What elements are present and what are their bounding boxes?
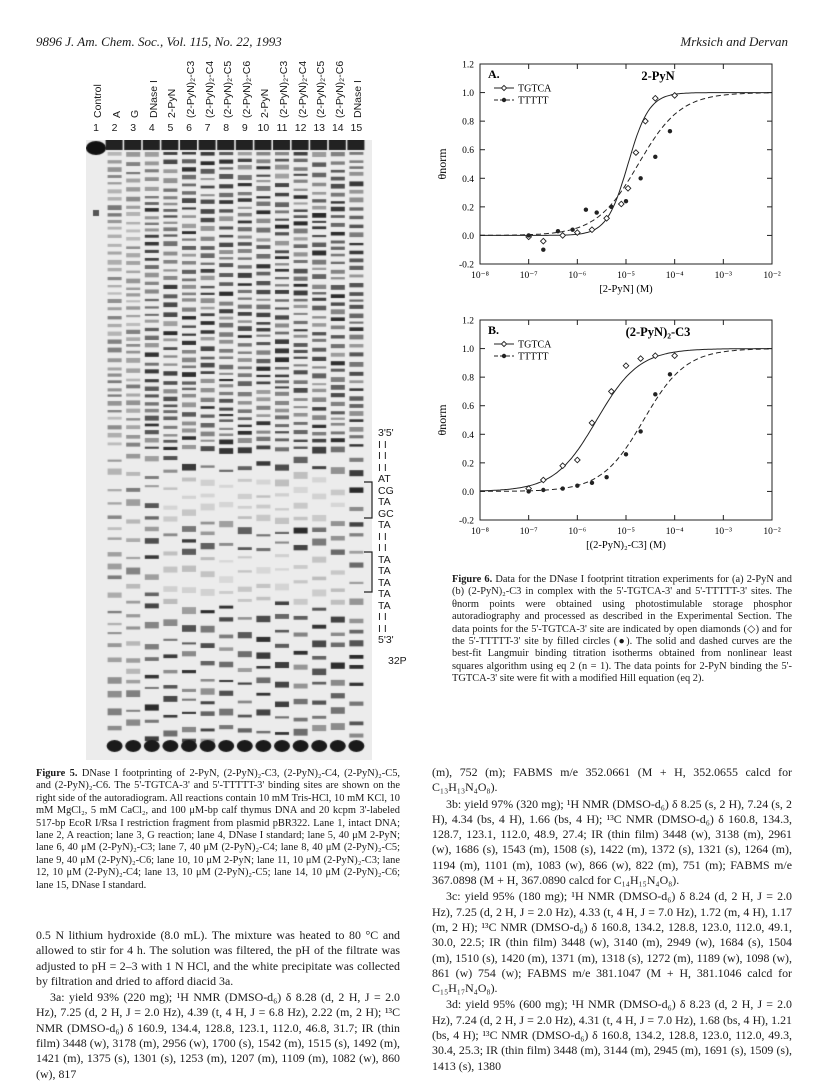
point-ttttt	[604, 475, 608, 479]
lane-label-9: (2-PyN)₂-C6	[240, 60, 253, 118]
bracket-tgtca	[364, 482, 372, 518]
point-ttttt	[526, 489, 530, 493]
point-ttttt	[653, 392, 657, 396]
legend-label-ttttt: TTTTT	[518, 95, 549, 107]
y-tick-label: -0.2	[458, 260, 474, 271]
chart-title: (2-PyN)₂-C3	[625, 325, 691, 339]
sequence-item-3: I I	[378, 450, 387, 462]
sequence-item-4: I I	[378, 461, 387, 474]
point-tgtca	[560, 233, 566, 239]
sequence-item-6: CG	[378, 484, 394, 497]
sequence-item-5: AT	[378, 473, 391, 485]
lane-label-2: A	[110, 110, 123, 118]
right-paragraph-3: 3c: yield 95% (180 mg); ¹H NMR (DMSO-d₆) δ 8.24 (d, 2 H, J = 2.0 Hz), 7.25 (d, 2 H, J = 2.0 Hz), 4.33 (t, 4 H, J = 7.0 Hz), 1.72 (m, 4 H), 1.17 (m, 2 H); ¹³C NMR (DMSO-d₆) δ 160.8, 134.2, 128.8, 123.0, 112.0, 49.1, 30.0, 22.5; IR (thin film) 3448 (w), 3140 (m), 2949 (w), 1684 (s), 1504 (m), 1510 (s), 1420 (m), 1371 (m), 1318 (s), 1272 (m), 1189 (w), 1098 (w), 861 (w) 754 (w); FABMS m/e 381.1047 (M + H, 381.1046 calcd for C₁₅H₁₇N₄O₈).	[432, 889, 792, 996]
point-ttttt	[594, 210, 598, 214]
curve-ttttt	[480, 349, 772, 492]
left-column-text	[36, 928, 400, 1083]
panel-label: A.	[488, 67, 500, 81]
lane-number-12: 12	[294, 122, 307, 134]
lane-label-7: (2-PyN)₂-C4	[203, 60, 216, 118]
y-tick-label: 0.6	[462, 402, 474, 413]
lane-label-12: (2-PyN)₂-C4	[296, 60, 309, 118]
lane-number-13: 13	[313, 122, 326, 134]
figure-5-caption-title: Figure 5.	[36, 768, 78, 779]
y-tick-label: 0.2	[462, 459, 474, 470]
legend-marker-ttttt	[502, 354, 506, 358]
sequence-item-14: TA	[378, 576, 391, 589]
y-tick-label: 0.6	[462, 146, 474, 157]
point-tgtca	[560, 463, 566, 469]
figure-6a-chart	[430, 56, 790, 306]
point-tgtca	[623, 363, 629, 369]
x-tick-label: 10⁻⁵	[617, 527, 635, 537]
x-tick-label: 10⁻⁶	[568, 271, 587, 281]
chart-title: 2-PyN	[641, 69, 675, 83]
lane-label-13: (2-PyN)₂-C5	[315, 60, 328, 118]
y-tick-label: 0.4	[462, 174, 474, 185]
point-ttttt	[556, 229, 560, 233]
gel-bands	[86, 140, 372, 760]
sequence-item-10: I I	[378, 530, 387, 543]
x-tick-label: 10⁻⁴	[665, 271, 684, 281]
sequence-item-11: I I	[378, 542, 387, 554]
point-ttttt	[575, 484, 579, 488]
point-ttttt	[609, 205, 613, 209]
x-tick-label: 10⁻³	[714, 527, 733, 537]
point-ttttt	[624, 452, 628, 456]
legend-label-tgtca: TGTCA	[518, 339, 552, 351]
x-tick-label: 10⁻⁶	[568, 527, 587, 537]
lane-label-3: G	[129, 109, 142, 118]
x-tick-label: 10⁻³	[714, 271, 733, 281]
y-tick-label: 1.2	[462, 316, 474, 327]
right-paragraph-1: (m), 752 (m); FABMS m/e 352.0661 (M + H, 352.0655 calcd for C₁₃H₁₃N₄O₈).	[432, 765, 792, 795]
point-tgtca	[633, 150, 639, 156]
binding-site-brackets	[362, 480, 378, 600]
lane-number-1: 1	[93, 122, 99, 134]
x-tick-label: 10⁻⁷	[519, 527, 538, 537]
lane-label-4: DNase I	[147, 80, 160, 118]
lane-label-1: Control	[92, 84, 104, 118]
sequence-item-15: TA	[378, 588, 391, 600]
point-ttttt	[590, 481, 594, 485]
lane-label-15: DNase I	[352, 80, 365, 118]
label-32p: 32P	[388, 655, 407, 667]
point-ttttt	[638, 176, 642, 180]
x-tick-label: 10⁻⁵	[617, 271, 635, 281]
x-tick-label: 10⁻²	[763, 527, 781, 537]
x-tick-label: 10⁻⁸	[471, 271, 489, 281]
y-tick-label: 0.2	[462, 203, 474, 214]
y-tick-label: 1.2	[462, 60, 474, 71]
lane-number-2: 2	[111, 122, 118, 134]
bracket-ttttt	[364, 552, 372, 592]
point-ttttt	[668, 129, 672, 133]
lane-number-3: 3	[130, 122, 137, 134]
point-ttttt	[570, 228, 574, 232]
binding-site-sequence	[378, 428, 394, 647]
y-tick-label: 0.0	[462, 487, 474, 498]
lane-number-9: 9	[241, 122, 248, 134]
point-ttttt	[668, 372, 672, 376]
point-ttttt	[526, 233, 530, 237]
x-axis-label: [(2-PyN)₂-C3] (M)	[586, 540, 666, 551]
point-tgtca	[541, 238, 547, 244]
right-paragraph-4: 3d: yield 95% (600 mg); ¹H NMR (DMSO-d₆) δ 8.23 (d, 2 H, J = 2.0 Hz), 7.24 (d, 2 H, J = 2.0 Hz), 4.31 (t, 4 H, J = 7.0 Hz), 1.68 (bs, 4 H), 1.21 (bs, 4 H); ¹³C NMR (DMSO-d₆) δ 160.8, 134.2, 128.8, 123.0, 112.0, 49.3, 30.4, 25.3; IR (thin film) 3448 (m), 3144 (m), 2945 (m), 1691 (s), 1509 (s), 1413 (s), 1380	[432, 997, 792, 1073]
sequence-item-9: TA	[378, 519, 391, 531]
point-tgtca	[672, 353, 678, 359]
y-axis-label: θnorm	[435, 404, 449, 436]
sequence-item-8: GC	[378, 507, 394, 520]
point-ttttt	[624, 199, 628, 203]
x-tick-label: 10⁻⁸	[471, 527, 489, 537]
running-header-left: 9896 J. Am. Chem. Soc., Vol. 115, No. 22, 1993	[36, 34, 282, 49]
figure-6-caption	[452, 574, 792, 686]
lane-number-11: 11	[276, 122, 288, 134]
legend-label-tgtca: TGTCA	[518, 83, 552, 95]
lane-label-6: (2-PyN)₂-C3	[185, 60, 197, 118]
figure-6-caption-title: Figure 6.	[452, 574, 493, 585]
lane-number-8: 8	[223, 122, 230, 134]
point-tgtca	[575, 457, 581, 463]
point-ttttt	[653, 155, 657, 159]
lane-number-10: 10	[257, 122, 270, 134]
lane-label-14: (2-PyN)₂-C6	[333, 60, 346, 118]
point-tgtca	[653, 95, 659, 101]
x-tick-label: 10⁻⁷	[519, 271, 538, 281]
y-tick-label: 0.0	[462, 231, 474, 242]
legend-label-ttttt: TTTTT	[518, 351, 549, 363]
point-ttttt	[541, 248, 545, 252]
lane-label-5: 2-PyN	[166, 88, 179, 118]
curve-tgtca	[480, 93, 772, 236]
y-axis-label: θnorm	[435, 148, 449, 180]
left-paragraph-2: 3a: yield 93% (220 mg); ¹H NMR (DMSO-d₆) δ 8.28 (d, 2 H, J = 2.0 Hz), 7.25 (d, 2 H, J = 2.0 Hz), 4.39 (t, 4 H, J = 6.8 Hz), 2.22 (m, 2 H); ¹³C NMR (DMSO-d₆) δ 160.9, 134.4, 128.8, 123.1, 112.0, 46.8, 31.7; IR (thin film) 3448 (w), 3178 (m), 2956 (w), 1700 (s), 1542 (m), 1515 (s), 1492 (m), 1421 (m), 1375 (s), 1301 (s), 1253 (m), 1207 (m), 1109 (m), 1082 (w), 860 (w), 817	[36, 990, 400, 1081]
y-tick-label: 0.8	[462, 373, 474, 384]
point-tgtca	[625, 185, 631, 191]
sequence-item-7: TA	[378, 496, 391, 508]
figure-5-caption-text: DNase I footprinting of 2-PyN, (2-PyN)₂-C3, (2-PyN)₂-C4, (2-PyN)₂-C5, and (2-PyN)₂-C6. The 5'-TGTCA-3' and 5'-TTTTT-3' binding sites are shown on the right side of the autoradiogram. All reactions contain 10 mM Tris-HCl, 10 mM KCl, 10 mM MgCl₂, 5 mM CaCl₂, and 100 μM-bp calf thymus DNA and 20 kcpm 3'-labeled 517-bp EcoR I/Rsa I restriction fragment from plasmid pBR322. Lane 1, intact DNA; lane 2, A reaction; lane 3, G reaction; lane 4, DNase I standard; lane 5, 40 μM 2-PyN; lane 6, 40 μM (2-PyN)₂-C3; lane 7, 40 μM (2-PyN)₂-C4; lane 8, 40 μM (2-PyN)₂-C5; lane 9, 40 μM (2-PyN)₂-C6; lane 10, 10 μM 2-PyN; lane 11, 10 μM (2-PyN)₂-C3; lane 12, 10 μM (2-PyN)₂-C4; lane 13, 10 μM (2-PyN)₂-C5; lane 14, 10 μM (2-PyN)₂-C6; lane 15, DNase I standard.	[36, 768, 400, 891]
curve-tgtca	[480, 349, 772, 491]
curve-ttttt	[480, 93, 772, 236]
y-tick-label: 0.8	[462, 117, 474, 128]
sequence-item-2: I I	[378, 438, 387, 451]
running-header-right: Mrksich and Dervan	[680, 34, 788, 49]
point-tgtca	[638, 356, 644, 362]
lane-number-14: 14	[331, 122, 344, 134]
lane-number-15: 15	[350, 122, 363, 134]
point-ttttt	[584, 208, 588, 212]
left-paragraph-1: 0.5 N lithium hydroxide (8.0 mL). The mixture was heated to 80 °C and allowed to stir for 4 h. The solution was filtered, the pH of the filtrate was adjusted to pH = 2–3 with 1 N HCl, and the white precipitate was collected by filtration and dried to afford diacid 3a.	[36, 928, 400, 988]
sequence-item-18: I I	[378, 622, 387, 635]
y-tick-label: -0.2	[458, 516, 474, 527]
point-tgtca	[618, 201, 624, 207]
legend-marker-tgtca	[501, 341, 506, 346]
lane-number-6: 6	[186, 122, 192, 134]
y-tick-label: 1.0	[462, 89, 474, 100]
lane-label-8: (2-PyN)₂-C5	[222, 60, 235, 118]
x-tick-label: 10⁻⁴	[665, 527, 684, 537]
lane-label-11: (2-PyN)₂-C3	[278, 60, 290, 118]
lane-number-4: 4	[148, 122, 155, 134]
sequence-item-13: TA	[378, 565, 391, 577]
point-ttttt	[638, 429, 642, 433]
y-tick-label: 0.4	[462, 430, 474, 441]
sequence-item-1: 3'5'	[378, 427, 394, 439]
sequence-item-12: TA	[378, 553, 391, 566]
panel-label: B.	[488, 323, 500, 337]
figure-6-caption-text: Data for the DNase I footprint titration experiments for (a) 2-PyN and (b) (2-PyN)₂-C3 in complex with the 5'-TGTCA-3' and 5'-TTTTT-3' sites. The θnorm points were obtained using photostimulable storage phosphor autoradiography and processed as described in the Experimental Section. The data points for the 5'-TGTCA-3' site are indicated by open diamonds (◇) and for the 5'-TTTTT-3' site by filled circles (●). The solid and dashed curves are the best-fit Langmuir binding titration isotherms obtained from nonlinear least squares algorithm using eq 2 (n = 1). The data points for 2-PyN binding the 5'-TGTCA-3' site were fit with a modified Hill equation (eq 2).	[452, 574, 792, 685]
legend-marker-ttttt	[502, 98, 506, 102]
sequence-item-19: 5'3'	[378, 634, 394, 646]
right-paragraph-2: 3b: yield 97% (320 mg); ¹H NMR (DMSO-d₆) δ 8.25 (s, 2 H), 7.24 (s, 2 H), 4.34 (bs, 4 H), 1.66 (bs, 4 H); ¹³C NMR (DMSO-d₆) δ 160.8, 134.3, 128.7, 123.1, 112.0, 48.9, 27.4; IR (thin film) 3448 (w), 3138 (m), 2961 (w), 1686 (s), 1543 (m), 1508 (s), 1422 (m), 1372 (s), 1321 (s), 1264 (m), 1194 (m), 1101 (m), 1083 (w), 866 (w), 822 (m), 751 (m); FABMS m/e 367.0898 (M + H, 367.0890 calcd for C₁₄H₁₅N₄O₈).	[432, 796, 792, 888]
sequence-item-16: TA	[378, 599, 391, 612]
gel-autoradiogram	[86, 140, 372, 760]
y-tick-label: 1.0	[462, 345, 474, 356]
x-axis-label: [2-PyN] (M)	[599, 284, 653, 295]
legend-marker-tgtca	[501, 85, 506, 90]
figure-6b-chart	[430, 312, 790, 568]
right-column-text	[432, 765, 792, 1075]
sequence-item-17: I I	[378, 611, 387, 623]
x-tick-label: 10⁻²	[763, 271, 781, 281]
point-ttttt	[541, 488, 545, 492]
lane-label-10: 2-PyN	[259, 88, 272, 118]
lane-number-5: 5	[167, 122, 174, 134]
lane-number-7: 7	[204, 122, 211, 134]
point-tgtca	[672, 93, 678, 99]
point-ttttt	[560, 486, 564, 490]
figure-5-caption	[36, 768, 400, 892]
